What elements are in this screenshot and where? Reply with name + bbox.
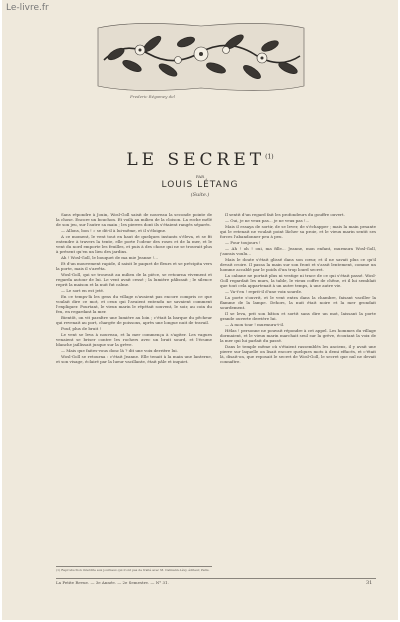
paragraph: — Va-t'en ! reprit-il d'une voix sourde. (225, 289, 303, 294)
document-page (2, 0, 398, 620)
paragraph: Bientôt, on vit paraître une lumière au loin ; c'était la barque du pêcheur qui revenait au port, chargée de poissons, après une longue nuit de travail. (56, 315, 212, 325)
paragraph: Ah ! Wosl-Goll, le bouquet de ma mie Jeanne !... (61, 255, 159, 260)
paragraph: Wosl-Goll se retourna : c'était Jeanne. Elle tenait à la main une lanterne, et son visage, éclairé par la lueur vacillante, était pâle et inquiet. (56, 354, 212, 364)
paragraph: Il se leva, prit son bâton et sortit sans dire un mot, laissant la porte grande ouverte derrière lui. (220, 311, 376, 321)
paragraph: A ce moment, le vent tout en haut de quelques instants s'éleva, et se fit entendre à travers la tente, elle porte l'odeur des roses et de la mer, et le vent du nord emporte les feuilles, et puis à des chose qui ne se trouvait plus à présent qu'en un lieu des jardins. (56, 234, 212, 254)
illustration-credit: Frederic Régamey del (130, 94, 175, 99)
footnote-text: (1) Reproduction interdite aux journaux qui n'ont pas de traité avec M. Calmann-Lévy, éditeur, Paris. (56, 568, 210, 572)
paragraph: Il sentit d'un regard fait les profondeurs du gouffre ouvert. (225, 212, 345, 217)
paragraph: Le vent se leva à nouveau, et la mer commença à s'agiter. Les vagues venaient se briser contre les rochers avec un bruit sourd, et l'écume blanche jaillissait jusque sur la grève. (56, 332, 212, 347)
title-footnote-mark: (1) (265, 153, 274, 161)
page-footer: La Petite Revue. — 3e Année. — 2e Semestre. — N° 31. (56, 580, 169, 585)
paragraph: Mais il essaya de sortir, de se lever, de s'échapper ; mais la main pesante qui le retenait ne voulait point lâcher sa proie, et le vieux marin sentit ses forces l'abandonner peu à peu. (220, 224, 376, 239)
paragraph: — A mon tour ! murmura-t-il. (225, 322, 285, 327)
paragraph: Wosl-Goll, qui se trouvait au milieu de la pièce, se retourna vivement et regarda autour de lui. Le vent avait cessé ; la lumière pâlissait ; le silence reprit la maison et la nuit fut calme. (56, 272, 212, 287)
paragraph: Mais le doute s'était glissé dans son cœur, et il ne savait plus ce qu'il devait croire. Il passa la main sur son front et s'assit lentement, comme un homme accablé par le poids d'un trop lourd secret. (220, 257, 376, 272)
paragraph: Sans répondre à Jouin, Wosl-Goll saisit de nouveau la seconde pointe de la chose. Encore un bouchon. Et voilà au milieu de la cloison. La roche mélé de son jeu, sur l'autre sa main ; les pierres dont ils s'étaient rangés séparés. (56, 212, 212, 227)
paragraph: Pouf, plus de bruit ! (61, 326, 102, 331)
paragraph: — Ah ! oh ! oui, ma fille... Jeanne, mon enfant, murmura Wosl-Goll, j'aurais voulu... (220, 246, 376, 256)
paragraph: Et d'un mouvement rapide, il saisit le paquet de fleurs et se précipita vers la porte, mais il s'arrêta. (56, 261, 212, 271)
paragraph: La cabane ne portait plus ni vestige ni trace de ce qui s'était passé. Wosl-Goll regardait les murs, la table, le vieux coffre de chêne, et il lui semblait que tout cela appartenait à un autre temps, à une autre vie. (220, 273, 376, 288)
text-column-left (56, 212, 212, 566)
paragraph: — Oui, je ne veux pas... je ne veux pas !... (225, 218, 310, 223)
floral-banner-illustration (94, 20, 308, 94)
continuation-note: (Suite.) (190, 192, 210, 198)
byline: PAR (195, 174, 205, 179)
paragraph: La porte s'ouvrit, et le vent entra dans la chambre, faisant vaciller la flamme de la lampe. Dehors, la nuit était noire et la mer grondait sourdement. (220, 295, 376, 310)
page-title (2, 150, 398, 170)
paragraph: — Mais que faites-vous donc là ? dit une voix derrière lui. (61, 348, 178, 353)
footnote (56, 566, 212, 572)
paragraph: Hélas ! personne ne pouvait répondre à cet appel. Les hommes du village dormaient, et le vieux marin marchait seul sur la grève, écoutant la voix de la mer qui lui parlait du passé. (220, 328, 376, 343)
title-text: LE SECRET (126, 150, 266, 170)
paragraph: — Pour toujours ! (225, 240, 261, 245)
author-name: LOUIS LÉTANG (161, 180, 239, 190)
paragraph: — Le sort en est jeté. (61, 288, 105, 293)
watermark: Le-livre.fr (6, 3, 49, 13)
footer-divider (56, 578, 376, 579)
paragraph: Dans le temple même où s'étaient rassemblés les anciens, il y avait une pierre sur laquelle on lisait encore quelques mots à demi effacés, et c'était là, disait-on, que reposait le secret de Wosl-Goll, le secret que nul ne devait connaître. (220, 344, 376, 364)
paragraph: En ce temps-là les gens du village n'avaient pas encore compris ce que voulait dire ce mot, et ceux qui l'avaient entendu ne savaient comment l'expliquer. Pourtant, le vieux marin le répétait souvent, le soir, au coin du feu, en regardant la mer. (56, 294, 212, 314)
paragraph: — Allons, bon ! » se dit-il à lui-même, et il s'éloigne. (61, 228, 167, 233)
page-number: 31 (366, 580, 373, 586)
text-column-right (220, 212, 376, 566)
